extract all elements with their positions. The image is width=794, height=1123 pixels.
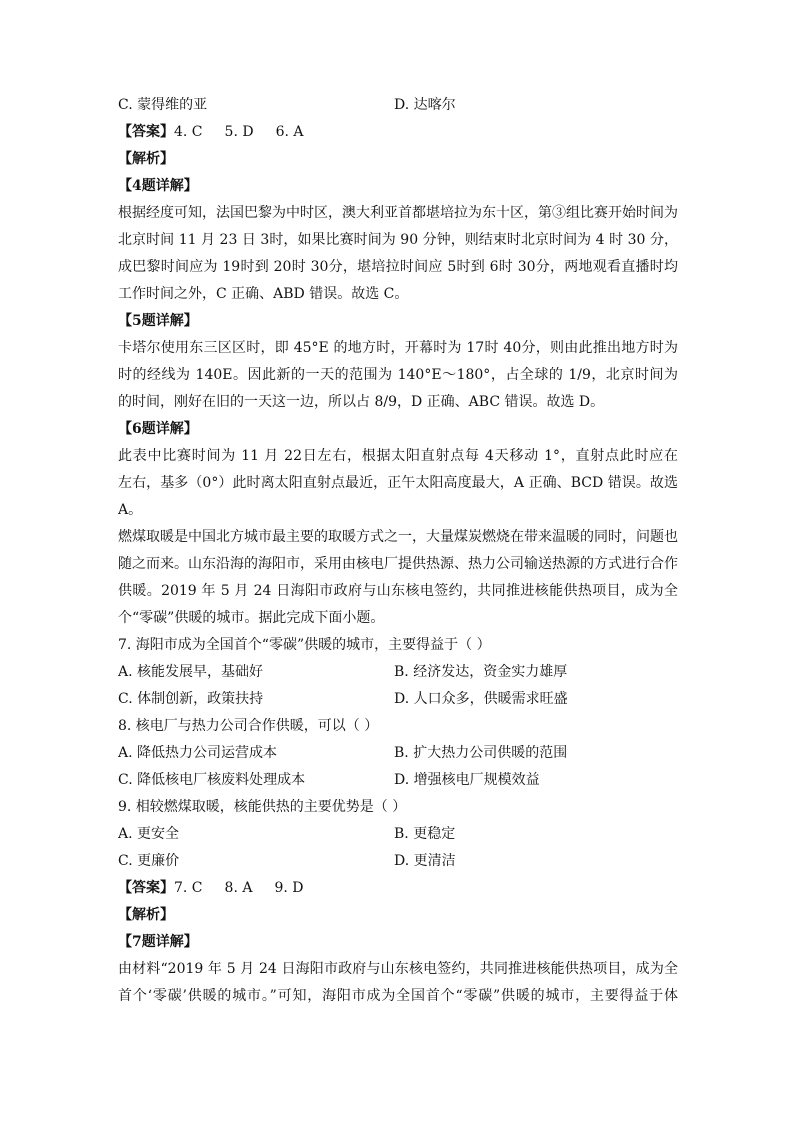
answer-line-1 bbox=[118, 119, 678, 146]
q6-detail-line: A。 bbox=[118, 502, 143, 518]
q8-option-a: A. 降低热力公司运营成本 bbox=[118, 745, 278, 761]
q7-detail-heading: 【7题详解】 bbox=[118, 934, 198, 950]
q3-option-d: D. 达喀尔 bbox=[394, 97, 456, 113]
q9-options-row bbox=[118, 848, 678, 875]
answer-label: 【答案】 bbox=[118, 880, 174, 896]
q7-option-a: A. 核能发展早，基础好 bbox=[118, 664, 264, 680]
q9-options-row bbox=[118, 821, 678, 848]
q4-detail-heading: 【4题详解】 bbox=[118, 178, 198, 194]
q9-option-c: C. 更廉价 bbox=[118, 853, 180, 869]
q8-option-c: C. 降低核电厂核废料处理成本 bbox=[118, 772, 306, 788]
answer-line-2 bbox=[118, 875, 678, 902]
q7-options-row bbox=[118, 686, 678, 713]
answer-item: 9. D bbox=[274, 880, 304, 896]
q8-option-b: B. 扩大热力公司供暖的范围 bbox=[394, 745, 568, 761]
q5-detail-heading: 【5题详解】 bbox=[118, 313, 198, 329]
q5-detail-line: 卡塔尔使用东三区区时，即 45°E 的地方时，开幕时为 17时 40分，则由此推出地方时为 bbox=[118, 340, 678, 356]
q3-options-row bbox=[118, 92, 678, 119]
q6-detail-line: 此表中比赛时间为 11 月 22日左右，根据太阳直射点每 4天移动 1°，直射点此时应在 bbox=[118, 448, 678, 464]
q7-option-d: D. 人口众多，供暖需求旺盛 bbox=[394, 691, 568, 707]
q9-stem: 9. 相较燃煤取暖，核能供热的主要优势是（ ） bbox=[118, 799, 407, 815]
q9-option-d: D. 更清洁 bbox=[394, 853, 456, 869]
answer-label: 【答案】 bbox=[118, 124, 174, 140]
q9-option-a: A. 更安全 bbox=[118, 826, 180, 842]
material-paragraph-line: 随之而来。山东沿海的海阳市，采用由核电厂提供热源、热力公司输送热源的方式进行合作 bbox=[118, 556, 678, 572]
q6-detail-line: 左右，基多（0°）此时离太阳直射点最近，正午太阳高度最大，A 正确、BCD 错误。故选 bbox=[118, 475, 678, 491]
q4-detail-line: 工作时间之外，C 正确、ABD 错误。故选 C。 bbox=[118, 286, 409, 302]
material-paragraph-line: 燃煤取暖是中国北方城市最主要的取暖方式之一，大量煤炭燃烧在带来温暖的同时，问题也 bbox=[118, 529, 678, 545]
q4-detail-line: 根据经度可知，法国巴黎为中时区，澳大利亚首都堪培拉为东十区，第③组比赛开始时间为 bbox=[118, 205, 678, 221]
answer-item: 7. C bbox=[174, 880, 203, 896]
q8-options-row bbox=[118, 740, 678, 767]
q9-option-b: B. 更稳定 bbox=[394, 826, 456, 842]
material-paragraph-line: 供暖。2019 年 5 月 24 日海阳市政府与山东核电签约，共同推进核能供热项目，成为全 bbox=[118, 583, 678, 599]
answer-item: 6. A bbox=[275, 124, 304, 140]
q5-detail-line: 时的经线为 140E。因此新的一天的范围为 140°E～180°，占全球的 1/9，北京时间为 bbox=[118, 367, 678, 383]
answer-item: 8. A bbox=[224, 880, 253, 896]
q4-detail-line: 北京时间 11 月 23 日 3时，如果比赛时间为 90 分钟，则结束时北京时间为 4 时 30 分， bbox=[118, 232, 678, 248]
q6-detail-heading: 【6题详解】 bbox=[118, 421, 198, 437]
q7-stem: 7. 海阳市成为全国首个“零碳”供暖的城市，主要得益于（ ） bbox=[118, 637, 491, 653]
q3-option-c: C. 蒙得维的亚 bbox=[118, 97, 208, 113]
analysis-heading: 【解析】 bbox=[118, 151, 174, 167]
q8-options-row bbox=[118, 767, 678, 794]
answer-item: 4. C bbox=[174, 124, 203, 140]
q7-options-row bbox=[118, 659, 678, 686]
q5-detail-line: 的时间，刚好在旧的一天这一边，所以占 8/9，D 正确、ABC 错误。故选 D。 bbox=[118, 394, 605, 410]
q7-option-c: C. 体制创新，政策扶持 bbox=[118, 691, 264, 707]
q8-option-d: D. 增强核电厂规模效益 bbox=[394, 772, 540, 788]
material-paragraph-line: 个“零碳”供暖的城市。据此完成下面小题。 bbox=[118, 610, 385, 626]
q8-stem: 8. 核电厂与热力公司合作供暖，可以（ ） bbox=[118, 718, 379, 734]
q4-detail-line: 成巴黎时间应为 19时到 20时 30分，堪培拉时间应 5时到 6时 30分，两地观看直播时均 bbox=[118, 259, 678, 275]
page-content bbox=[118, 92, 678, 1010]
analysis-heading: 【解析】 bbox=[118, 907, 174, 923]
answer-item: 5. D bbox=[224, 124, 254, 140]
q7-detail-line: 首个‘零碳’供暖的城市。”可知，海阳市成为全国首个“零碳”供暖的城市，主要得益于体 bbox=[118, 988, 678, 1004]
q7-detail-line: 由材料“2019 年 5 月 24 日海阳市政府与山东核电签约，共同推进核能供热项目，成为全 bbox=[118, 961, 678, 977]
q7-option-b: B. 经济发达，资金实力雄厚 bbox=[394, 664, 568, 680]
